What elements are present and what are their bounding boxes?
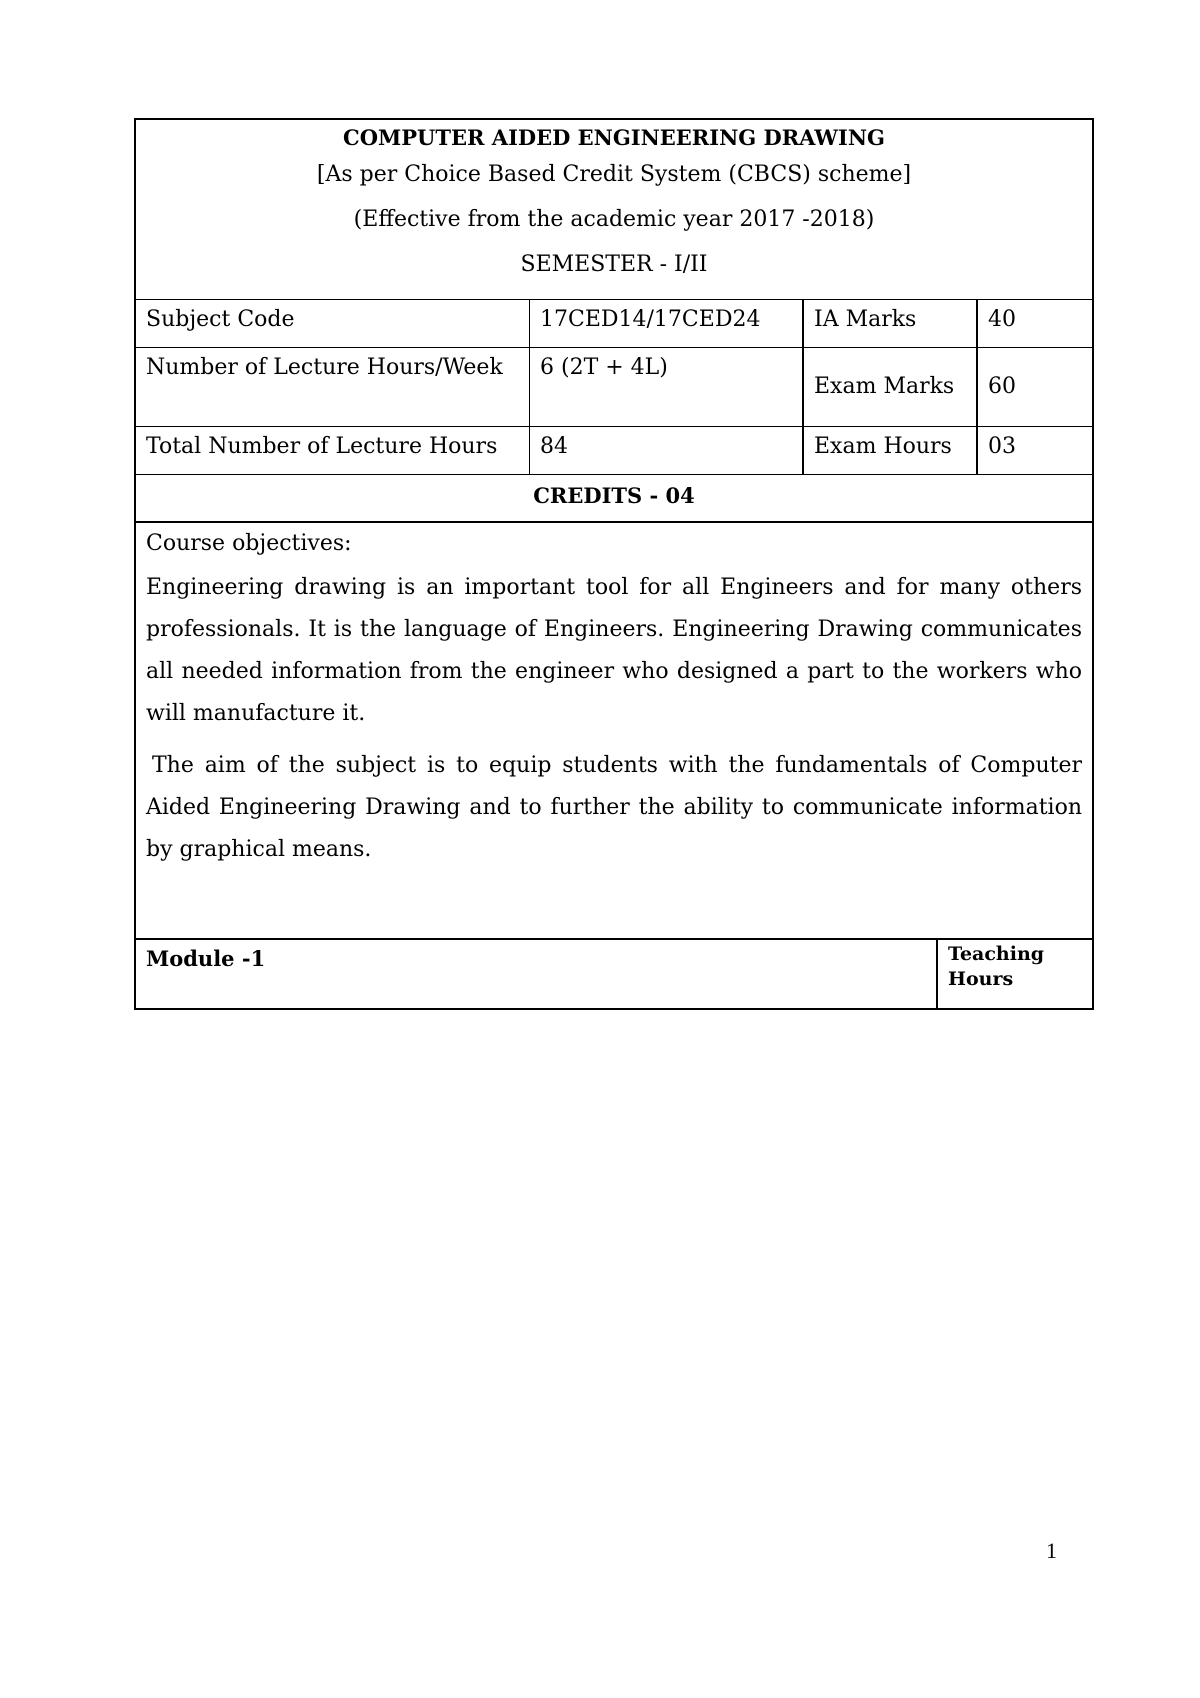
teaching-hours-label: Teaching Hours [948, 943, 1045, 990]
scheme-line: [As per Choice Based Credit System (CBCS) scheme] [316, 162, 912, 187]
exam-hours-label: Exam Hours [804, 427, 978, 474]
course-header [136, 120, 1092, 300]
exam-marks-value: 60 [988, 374, 1016, 399]
subject-code-value: 17CED14/17CED24 [530, 300, 804, 347]
exam-hours-value: 03 [988, 434, 1016, 459]
module-row [136, 940, 1092, 1008]
page-number: 1 [1046, 1538, 1057, 1563]
credits-row: CREDITS - 04 [136, 475, 1092, 523]
exam-marks-label: Exam Marks [804, 348, 978, 426]
syllabus-table [134, 118, 1094, 1010]
ia-marks-value: 40 [988, 307, 1016, 332]
subject-code-row [136, 300, 1092, 348]
lecture-hours-week-label: Number of Lecture Hours/Week [136, 348, 530, 426]
effective-line: (Effective from the academic year 2017 -2018) [353, 207, 875, 232]
objectives-label: Course objectives: [146, 531, 352, 556]
objectives-paragraph-2: The aim of the subject is to equip students with the fundamentals of Computer Aided Engineering Drawing and to further the ability to communicate information by graphical means. [146, 753, 1082, 862]
objectives-paragraph-1: Engineering drawing is an important tool for all Engineers and for many others professionals. It is the language of Engineers. Engineering Drawing communicates all needed information from the engineer who designed a part to the workers who will manufacture it. [146, 575, 1082, 726]
ia-marks-label: IA Marks [804, 300, 978, 347]
subject-code-label: Subject Code [136, 300, 530, 347]
semester-line: SEMESTER - I/II [520, 252, 708, 277]
course-title: COMPUTER AIDED ENGINEERING DRAWING [343, 125, 885, 150]
lecture-hours-week-value: 6 (2T + 4L) [530, 348, 804, 426]
total-hours-label: Total Number of Lecture Hours [136, 427, 530, 474]
course-objectives [136, 523, 1092, 940]
module-label: Module -1 [136, 940, 938, 1008]
lecture-hours-week-row [136, 348, 1092, 427]
total-hours-row [136, 427, 1092, 475]
total-hours-value: 84 [530, 427, 804, 474]
